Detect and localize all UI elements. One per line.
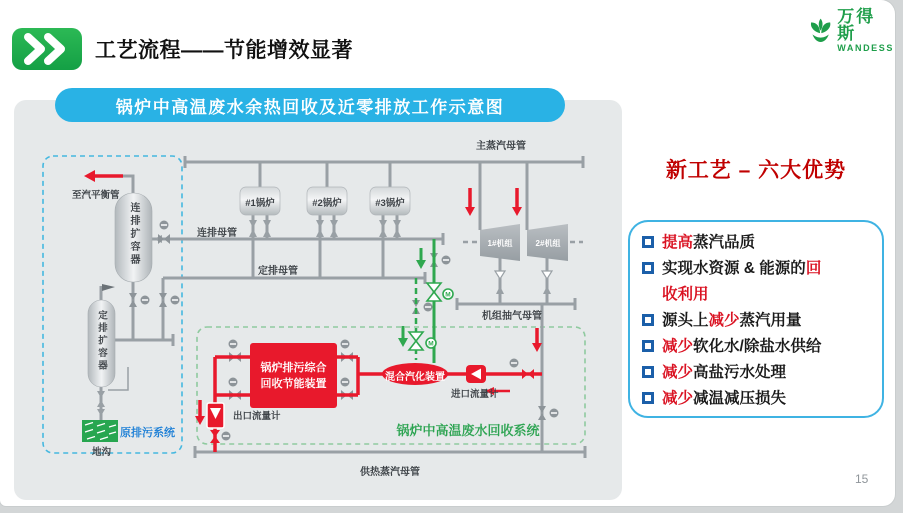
boiler2-label: #2锅炉: [312, 198, 342, 209]
original-blowdown-system-label: 原排污系统: [120, 427, 175, 439]
advantage-text: 减少减温减压损失: [662, 390, 787, 407]
advantage-text: 实现水资源 & 能源的回 收利用: [662, 260, 822, 303]
continuous-flash-tank-label: 连排扩容器: [128, 202, 139, 267]
double-chevron-icon: [12, 28, 82, 70]
bullet-square-icon: [642, 236, 654, 248]
advantage-text: 减少软化水/除盐水供给: [662, 338, 822, 355]
advantage-item-4: [642, 334, 872, 360]
wandess-plant-icon: [808, 11, 833, 49]
bullet-square-icon: [642, 340, 654, 352]
page-title: 工艺流程——节能增效显著: [95, 39, 353, 62]
advantage-item-3: [642, 308, 872, 334]
unit2-label: 2#机组: [535, 239, 561, 248]
advantage-item-1: [642, 230, 872, 256]
process-flow-diagram: [14, 96, 622, 500]
recovery-device-label-line2: 回收节能装置: [260, 378, 327, 390]
vent-flag-icon: [102, 284, 115, 291]
to-steam-balance-label: 至汽平衡管: [72, 190, 120, 201]
main-steam-header-label: 主蒸汽母管: [476, 141, 526, 152]
boiler3-label: #3锅炉: [375, 198, 405, 209]
inlet-flowmeter-label: 进口流量计: [451, 389, 499, 400]
motor-valve-m-label: M: [428, 340, 434, 348]
extraction-steam-header-label: 机组抽气母管: [482, 311, 542, 322]
advantage-text: 减少高盐污水处理: [662, 364, 787, 381]
original-blowdown-box: [82, 420, 118, 442]
advantage-text: 提高蒸汽品质: [662, 234, 756, 251]
page-number: 15: [855, 472, 869, 486]
mixing-vaporizer-label: 混合汽化装置: [385, 372, 445, 383]
unit1-label: 1#机组: [487, 239, 513, 248]
advantage-item-6: [642, 386, 872, 412]
bullet-square-icon: [642, 314, 654, 326]
advantage-item-2: [642, 256, 872, 308]
recovery-device-label-line1: 锅炉排污综合: [260, 362, 327, 374]
periodic-blowdown-header-label: 定排母管: [258, 266, 298, 277]
advantages-title: 新工艺 – 六大优势: [665, 159, 847, 182]
recovery-system-label: 锅炉中高温废水回收系统: [396, 423, 540, 438]
continuous-blowdown-header-label: 连排母管: [197, 228, 237, 239]
advantages-box: [628, 220, 884, 418]
periodic-flash-tank-label: 定排扩容器: [96, 310, 107, 373]
motor-valve-m-label: M: [445, 291, 451, 299]
diagram-title-bar: 锅炉中高温废水余热回收及近零排放工作示意图: [55, 88, 565, 122]
advantage-text: 源头上减少蒸汽用量: [662, 312, 802, 329]
trench-label: 地沟: [92, 447, 112, 458]
bullet-square-icon: [642, 392, 654, 404]
boiler1-label: #1锅炉: [245, 198, 275, 209]
bullet-square-icon: [642, 262, 654, 274]
chevrons-badge-icon: [12, 28, 82, 70]
advantage-item-5: [642, 360, 872, 386]
turbine-outlet-valves: [495, 271, 552, 279]
outlet-flowmeter-label: 出口流量计: [233, 411, 281, 422]
process-flow-svg: [14, 96, 622, 500]
logo-subname: WANDESS: [837, 42, 894, 53]
heating-steam-header-label: 供热蒸汽母管: [360, 467, 420, 478]
company-logo: [808, 8, 894, 52]
bullet-square-icon: [642, 366, 654, 378]
logo-name: 万得斯: [837, 6, 876, 43]
